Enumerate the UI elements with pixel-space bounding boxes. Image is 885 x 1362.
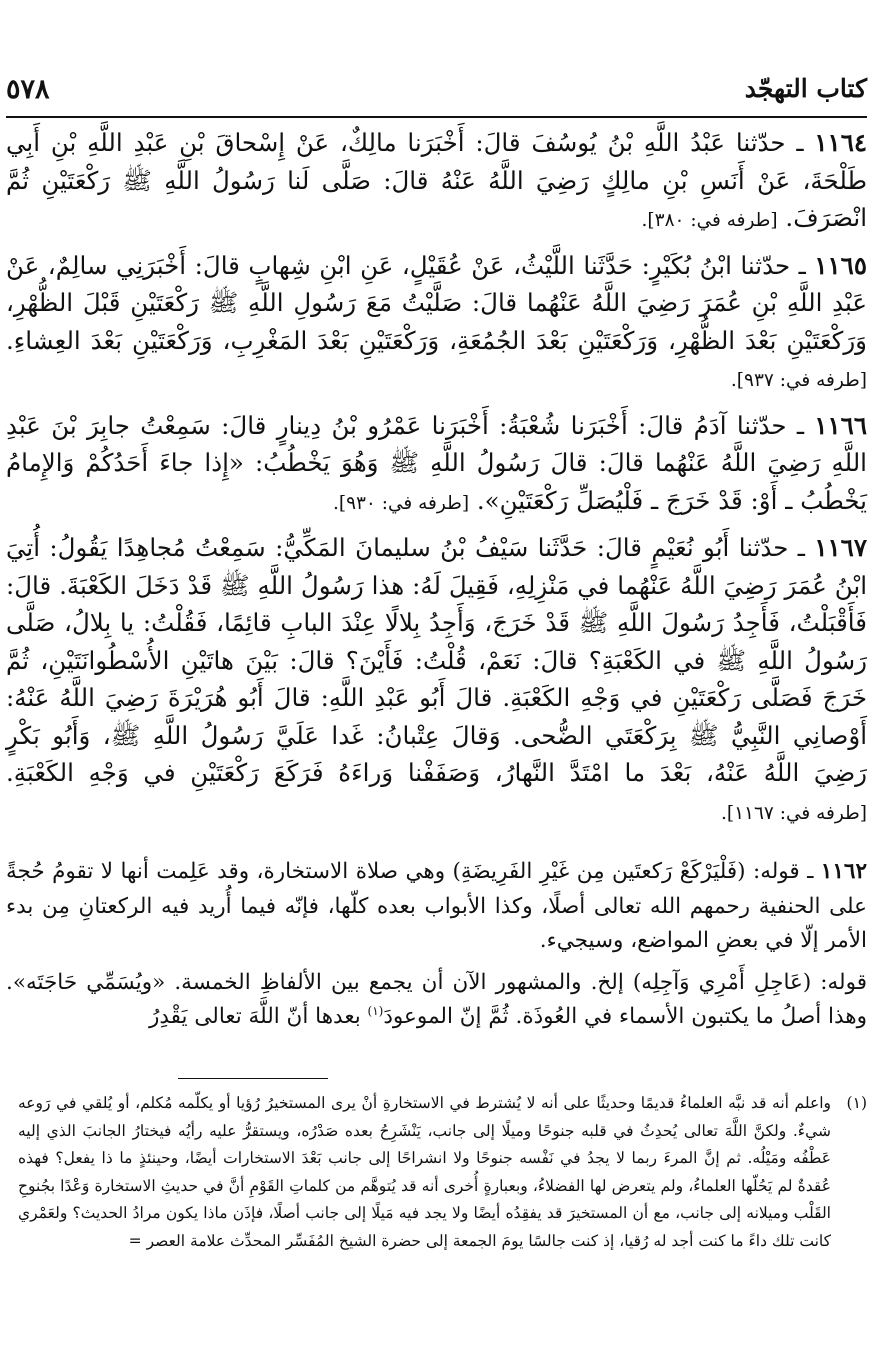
hadith-text: ـ حدّثنا أَبُو نُعَيْمٍ قالَ: حَدَّثَنا سَيْفُ بْنُ سليمانَ المَكِّيُّ: سَمِعْتُ مُجاهِدًا يَقُولُ: أُتِيَ ابْنُ عُمَرَ رَضِيَ اللَّهُ عَنْهُما في مَنْزِلِهِ، فَقِيلَ لَهُ: هذا رَسُولُ اللَّهِ ﷺ قَدْ دَخَلَ الكَعْبَةَ. قالَ: فَأَقْبَلْتُ، فَأَجِدُ رَسُولَ اللَّهِ ﷺ قَدْ خَرَجَ، وَأَجِدُ بِلالًا عِنْدَ البابِ قائِمًا، فَقُلْتُ: يا بِلالُ، صَلَّى رَسُولُ اللَّهِ ﷺ في الكَعْبَةِ؟ قالَ: نَعَمْ، قُلْتُ: فَأَيْنَ؟ قالَ: بَيْنَ هاتَيْنِ الأُسْطُوانَتَيْنِ، ثُمَّ خَرَجَ فَصَلَّى رَكْعَتَيْنِ في وَجْهِ الكَعْبَةِ. قالَ أَبُو عَبْدِ اللَّهِ: قالَ أَبُو هُرَيْرَةَ رَضِيَ اللَّهُ عَنْهُ: أَوْصانِي النَّبِيُّ ﷺ بِرَكْعَتَي الضُّحى. وَقالَ عِتْبانُ: غَدا عَلَيَّ رَسُولُ اللَّهِ ﷺ، وَأَبُو بَكْرٍ رَضِيَ اللَّهُ عَنْهُ، بَعْدَ ما امْتَدَّ النَّهارُ، وَصَفَفْنا وَراءَهُ فَرَكَعَ رَكْعَتَيْنِ في وَجْهِ الكَعْبَةِ. xyxy=(6,533,867,787)
commentary-paragraph xyxy=(6,966,867,1035)
page-header xyxy=(6,72,867,118)
hadith-number: ١١٦٥ xyxy=(814,250,867,280)
footnote-divider xyxy=(178,1078,328,1079)
footnote-text: واعلم أنه قد نبَّه العلماءُ قديمًا وحديثًا على أنه لا يُشترط في الاستخارةِ أنْ يرى المستخيرُ رُؤيا أو يكلّمه مُكلم، أو يُلقي في رَوعه شيءٌ. ولكنَّ اللَّهَ تعالى يُحدِثُ في قلبه جنوحًا وميلًا إلى جانب، يَنْشَرِحُ بعده صَدْرُه، ويستقرُّ عليه رأيُه فيختارُ الجانبَ الذي إليه عَطْفُه ومَيْلُه. ثم إنَّ المرءَ ربما لا يجدُ في نَفْسه جنوحًا ولا انشراحًا إلى جانب بَعْدَ الاستخارات أيضًا، وحينئذٍ ما ذا يفعل؟ فهذه عُقدةٌ لم يَحُلّها العلماءُ، ولم يتعرض لها الفضلاءُ، وبعبارةٍ أُخرى أنه قد يُتوهَّم من كلماتِ القَوْمِ أنَّ في حديثِ الاستخارة وَعْدًا بجُنوحِ القَلْب وميلانه إلى جانب، مع أن المستخيرَ قد يفقِدُه أيضًا ولا يجد فيه مَيلًا إلى جانب أصلًا، فإذَن ماذا يكون مرادُ الحديث؟ ولعَمْري كانت تلك داءً ما كنت أجد له رُقيا، إذ كنت جالسًا يومَ الجمعة إلى حضرة الشيخ المُفَسِّر المحدِّث علامة العصر = xyxy=(18,1094,831,1250)
commentary-text: بعدها أنّ اللَّهَ تعالى يَقْدِرُ xyxy=(148,1004,368,1029)
hadith-number: ١١٦٧ xyxy=(814,533,867,562)
running-head: كتاب التهجّد xyxy=(744,74,867,103)
footnote-marker: (١) xyxy=(846,1094,867,1112)
hadith-text: ـ حدّثنا آدَمُ قالَ: أَخْبَرَنا شُعْبَةُ: أَخْبَرَنا عَمْرُو بْنُ دِينارٍ قالَ: سَمِعْتُ جابِرَ بْنَ عَبْدِ اللَّهِ رَضِيَ اللَّهُ عَنْهُما قالَ: قالَ رَسُولُ اللَّهِ ﷺ وَهُوَ يَخْطُبُ: «إِذا جاءَ أَحَدُكُمْ وَالإِمامُ يَخْطُبُ ـ أَوْ: قَدْ خَرَجَ ـ فَلْيُصَلِّ رَكْعَتَيْنِ». xyxy=(6,410,867,515)
cross-reference: [طرفه في: ٩٣٠]. xyxy=(332,492,470,514)
hadith-number: ١١٦٦ xyxy=(814,410,867,440)
footnotes-block xyxy=(18,1090,867,1255)
cross-reference: [طرفه في: ٩٣٧]. xyxy=(730,370,867,391)
hadith-1165 xyxy=(6,247,867,400)
commentary-number: ١١٦٢ xyxy=(820,859,867,884)
hadith-1164 xyxy=(6,124,867,240)
commentary-text: ـ قوله: (فَلْيَرْكَعْ رَكعتَين مِن غَيْرِ الفَرِيضَةِ) وهي صلاة الاستخارة، وقد عَلِمت أنها لا تقومُ حُجةً على الحنفية رحمهم الله تعالى أصلًا، وكذا الأبواب بعده كلّها، فإنّه فيما أُريد فيه الركعتانِ مِن بدء الأمر إلّا في بعضِ المواضع، وسيجيء. xyxy=(6,859,867,953)
hadith-number: ١١٦٤ xyxy=(814,128,868,157)
commentary-block xyxy=(6,855,867,1042)
footnote-item xyxy=(18,1090,867,1255)
hadith-text: ـ حدّثنا ابْنُ بُكَيْرٍ: حَدَّثَنا اللَّيْثُ، عَنْ عُقَيْلٍ، عَنِ ابْنِ شِهابٍ قالَ: أَخْبَرَنِي سالِمٌ، عَنْ عَبْدِ اللَّهِ بْنِ عُمَرَ رَضِيَ اللَّهُ عَنْهُما قالَ: صَلَّيْتُ مَعَ رَسُولِ اللَّهِ ﷺ رَكْعَتَيْنِ قَبْلَ الظُّهْرِ، وَرَكْعَتَيْنِ بَعْدَ الظُّهْرِ، وَرَكْعَتَيْنِ بَعْدَ الجُمُعَةِ، وَرَكْعَتَيْنِ بَعْدَ المَغْرِبِ، وَرَكْعَتَيْنِ بَعْدَ العِشاءِ. xyxy=(6,250,867,355)
hadith-1166 xyxy=(6,407,867,523)
commentary-paragraph xyxy=(6,855,867,959)
page-number: ٥٧٨ xyxy=(6,74,50,105)
cross-reference: [طرفه في: ٣٨٠]. xyxy=(641,210,778,231)
hadith-text: ـ حدّثنا عَبْدُ اللَّهِ بْنُ يُوسُفَ قالَ: أَخْبَرَنا مالِكٌ، عَنْ إِسْحاقَ بْنِ عَبْدِ اللَّهِ بْنِ أَبِي طَلْحَةَ، عَنْ أَنَسِ بْنِ مالِكٍ رَضِيَ اللَّهُ عَنْهُ قالَ: صَلَّى لَنا رَسُولُ اللَّهِ ﷺ رَكْعَتَيْنِ ثُمَّ انْصَرَفَ. xyxy=(6,128,867,232)
footnote-mark[interactable]: (١) xyxy=(367,1003,384,1018)
commentary-text: قوله: (عَاجِلِ أَمْرِي وَآجِلِه) إلخ. والمشهور الآن أن يجمع بين الألفاظِ الخمسة. «ويُسَمِّي حَاجَتَه». وهذا أصلُ ما يكتبون الأسماء في العُوذَة. ثُمَّ إنّ الموعودَ xyxy=(6,969,867,1029)
hadith-1167 xyxy=(6,529,867,832)
hadith-text-block xyxy=(6,124,867,837)
cross-reference: [طرفه في: ١١٦٧]. xyxy=(720,802,867,824)
